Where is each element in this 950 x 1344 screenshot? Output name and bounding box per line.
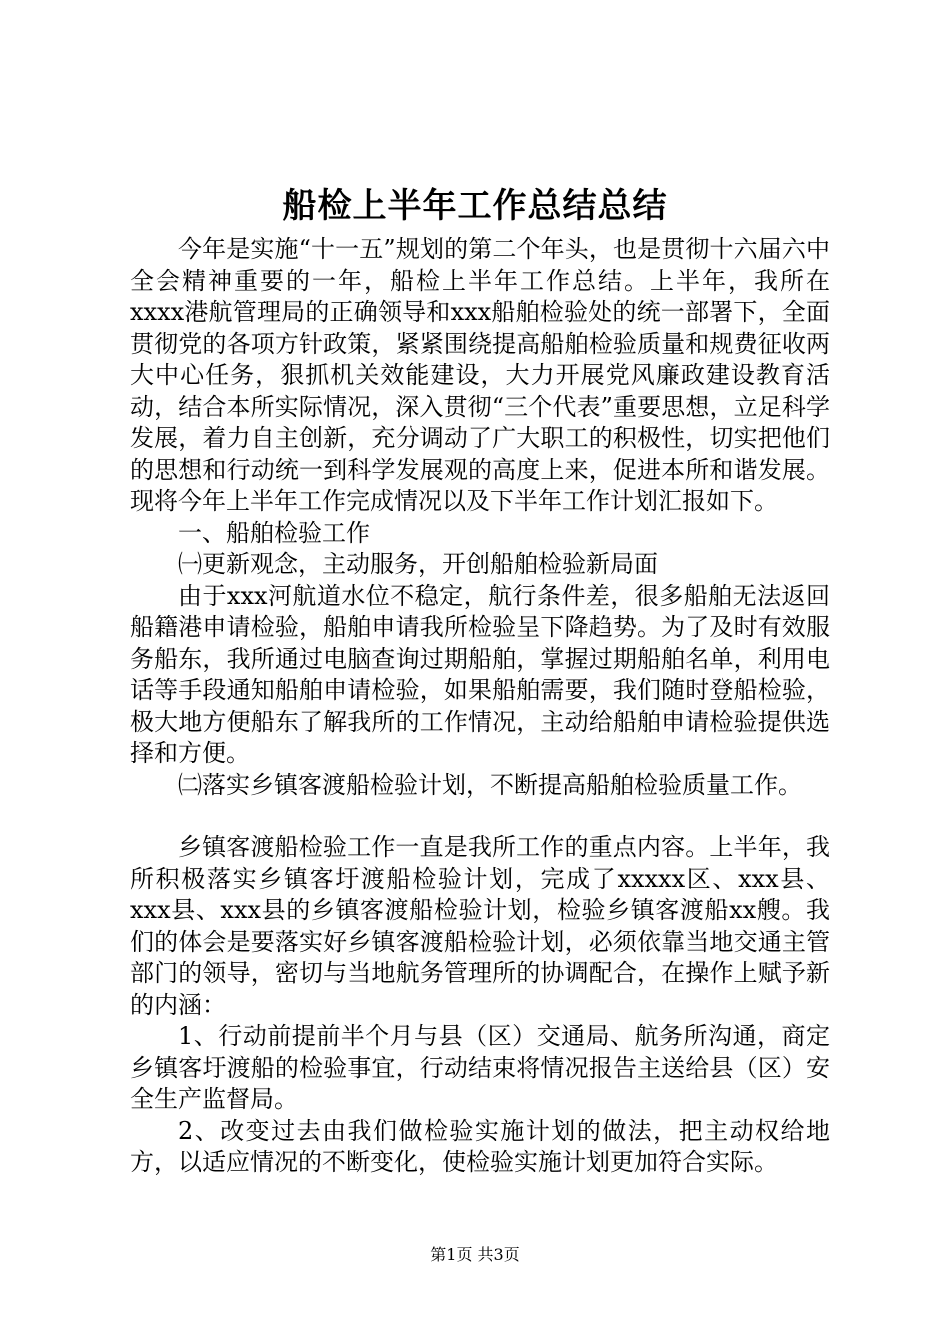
subsection-heading-2: ㈡落实乡镇客渡船检验计划，不断提高船舶检验质量工作。 [178,770,802,799]
document-title: 船检上半年工作总结总结 [282,186,668,226]
document-body [130,234,830,1179]
section-heading-ship-inspection: 一、船舶检验工作 [178,518,370,547]
page-number-footer: 第1页 共3页 [430,1245,520,1264]
list-item-2: 2、改变过去由我们做检验实施计划的做法，把主动权给地方，以适应情况的不断变化，使检验实施计划更加符合实际。 [130,1116,830,1176]
list-item-1: 1、行动前提前半个月与县（区）交通局、航务所沟通，商定乡镇客圩渡船的检验事宜，行动结束将情况报告主送给县（区）安全生产监督局。 [130,1022,830,1113]
paragraph-intro: 今年是实施“十一五”规划的第二个年头，也是贯彻十六届六中全会精神重要的一年，船检上半年工作总结。上半年，我所在xxxx港航管理局的正确领导和xxx船舶检验处的统一部署下，全面贯彻党的各项方针政策，紧紧围绕提高船舶检验质量和规费征收两大中心任务，狠抓机关效能建设，大力开展党风廉政建设教育活动，结合本所实际情况，深入贯彻“三个代表”重要思想，立足科学发展，着力自主创新，充分调动了广大职工的积极性，切实把他们的思想和行动统一到科学发展观的高度上来，促进本所和谐发展。现将今年上半年工作完成情况以及下半年工作计划汇报如下。 [130,235,830,515]
paragraph-service: 由于xxx河航道水位不稳定，航行条件差，很多船舶无法返回船籍港申请检验，船舶申请我所检验呈下降趋势。为了及时有效服务船东，我所通过电脑查询过期船舶，掌握过期船舶名单，利用电话等手段通知船舶申请检验，如果船舶需要，我们随时登船检验，极大地方便船东了解我所的工作情况，主动给船舶申请检验提供选择和方便。 [130,581,830,767]
paragraph-ferry-inspection: 乡镇客渡船检验工作一直是我所工作的重点内容。上半年，我所积极落实乡镇客圩渡船检验计划，完成了xxxxx区、xxx县、xxx县、xxx县的乡镇客渡船检验计划，检验乡镇客渡船xx艘。我们的体会是要落实好乡镇客渡船检验计划，必须依靠当地交通主管部门的领导，密切与当地航务管理所的协调配合，在操作上赋予新的内涵： [130,833,830,1019]
subsection-heading-1: ㈠更新观念，主动服务，开创船舶检验新局面 [178,550,658,578]
